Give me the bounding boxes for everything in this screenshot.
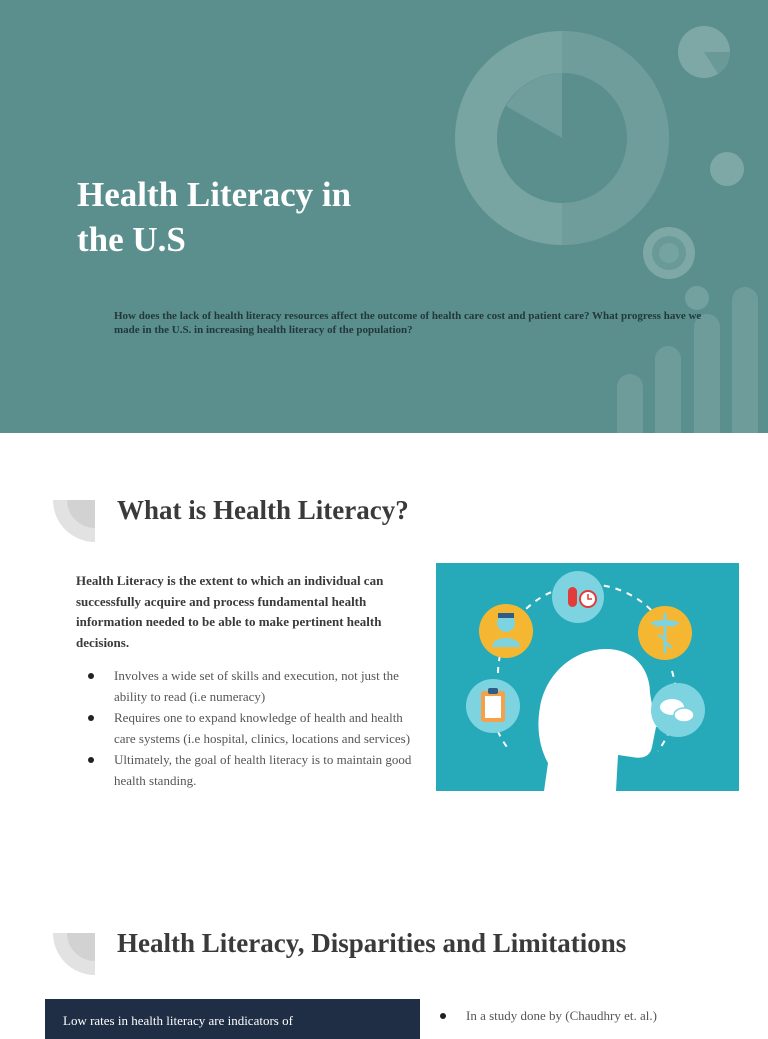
callout-text: Low rates in health literacy are indicators of — [63, 1013, 293, 1028]
quarter-ring-icon — [53, 931, 97, 975]
small-pie-decoration — [710, 152, 744, 186]
medicine-icon — [552, 571, 604, 623]
list-item: Involves a wide set of skills and execution, not just the ability to read (i.e numeracy) — [88, 665, 418, 707]
bullet-icon — [88, 757, 94, 763]
list-item: Ultimately, the goal of health literacy is to maintain good health standing. — [88, 749, 418, 791]
health-literacy-illustration — [436, 563, 739, 791]
clipboard-icon — [466, 679, 520, 733]
bullet-list — [88, 665, 418, 791]
callout-box — [45, 999, 420, 1039]
bullet-icon — [88, 673, 94, 679]
section-heading: What is Health Literacy? — [117, 495, 409, 525]
title-line-1: Health Literacy in — [77, 175, 352, 214]
slide-title — [77, 172, 417, 262]
list-item: Requires one to expand knowledge of health and health care systems (i.e hospital, clinics, locations and services) — [88, 707, 418, 749]
bullet-icon — [88, 715, 94, 721]
bullet-icon — [440, 1013, 446, 1019]
definition-text: Health Literacy is the extent to which an individual can successfully acquire and process fundamental health information needed to be able to make pertinent health decisions. — [76, 573, 384, 650]
list-item: In a study done by (Chaudhry et. al.) — [440, 1005, 740, 1026]
bullet-list — [440, 1005, 740, 1026]
title-line-2: the U.S — [77, 220, 186, 259]
section-heading: Health Literacy, Disparities and Limitations — [117, 928, 627, 958]
speech-bubbles-icon — [651, 683, 705, 737]
caduceus-icon — [638, 606, 692, 660]
title-slide — [0, 0, 768, 433]
slide-subtitle: How does the lack of health literacy resources affect the outcome of health care cost and patient care? What progress have we made in the U.S. in increasing health literacy of the population? — [114, 310, 702, 336]
doctor-icon — [479, 604, 533, 658]
quarter-ring-icon — [53, 498, 97, 542]
